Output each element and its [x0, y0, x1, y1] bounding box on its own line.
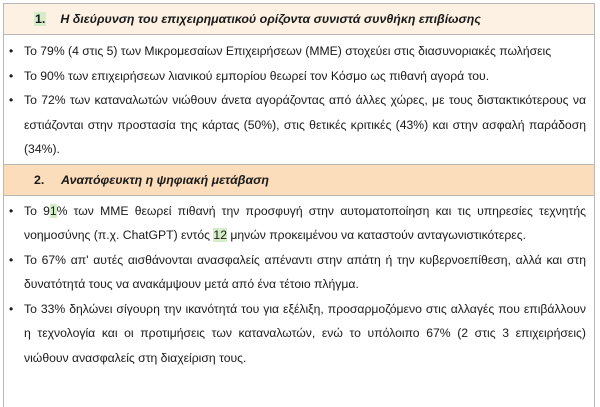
bullet-text: Το 33% δηλώνει σίγουρη την ικανότητά του για εξέλιξη, προσαρμοζόμενο στις αλλαγές που επιβάλλουν η τεχνολογία και οι προτιμήσεις των καταναλωτών, ενώ το υπόλοιπο 67% (2 στις 3 επιχειρήσεις) νιώθουν ανασφαλείς στη διαχείριση τους. — [24, 301, 586, 365]
bullet-icon: • — [9, 93, 14, 107]
section-1-header — [4, 4, 594, 35]
list-item — [4, 248, 594, 297]
section-1-bullet-list — [4, 35, 594, 164]
bullet-text-part: % των ΜΜΕ θεωρεί πιθανή την προσφυγή στην αυτοματοποίηση και τις υπηρεσίες τεχνητής νοημοσύνης (π.χ. ChatGPT) εντός — [24, 203, 586, 242]
document-table — [3, 3, 595, 407]
list-item — [4, 39, 594, 64]
bullet-icon: • — [9, 44, 14, 58]
bullet-icon: • — [9, 68, 14, 83]
bullet-text: Το 72% των καταναλωτών νιώθουν άνετα αγοράζοντας από άλλες χώρες, με τους διστακτικότερους να εστιάζονται στην προστασία της κάρτας (50%), στις θετικές κριτικές (43%) και στην ασφαλή παράδοση (34%). — [24, 93, 586, 156]
bullet-text-part: Το 9 — [24, 203, 50, 218]
bullet-text-part: μηνών προκειμένου να καταστούν ανταγωνιστικότερες. — [226, 228, 526, 242]
list-item — [4, 199, 594, 248]
bullet-icon: • — [9, 301, 14, 316]
list-item — [4, 64, 594, 89]
list-item — [4, 297, 594, 371]
highlighted-digit: 1 — [49, 203, 57, 218]
bullet-text: Το 90% των επιχειρήσεων λιανικού εμπορίου θεωρεί τον Κόσμο ως πιθανή αγορά του. — [24, 68, 490, 83]
bullet-text: Το 67% απ' αυτές αισθάνονται ανασφαλείς απέναντι στην απάτη ή την κυβερνοεπίθεση, αλλά και στη δυνατότητά τους να ανακάμψουν μετά από ένα τέτοιο πλήγμα. — [24, 252, 586, 291]
section-2-header — [4, 164, 594, 196]
highlighted-number: 12 — [213, 228, 227, 242]
section-1-title: Η διεύρυνση του επιχειρηματικού ορίζοντα συνιστά συνθήκη επιβίωσης — [60, 12, 481, 26]
section-2 — [4, 164, 594, 371]
section-2-title: Αναπόφευκτη η ψηφιακή μετάβαση — [61, 172, 269, 187]
list-item — [4, 88, 594, 162]
bullet-text: Το 79% (4 στις 5) των Μικρομεσαίων Επιχειρήσεων (ΜΜΕ) στοχεύει στις διασυνοριακές πωλήσεις — [24, 44, 552, 58]
bullet-text — [24, 204, 586, 243]
section-2-number: 2. — [34, 172, 45, 187]
section-1-number: 1. — [35, 12, 46, 26]
section-2-bullet-list — [4, 196, 594, 371]
section-1 — [4, 4, 594, 164]
bullet-icon: • — [9, 252, 14, 267]
bullet-icon: • — [9, 203, 14, 218]
